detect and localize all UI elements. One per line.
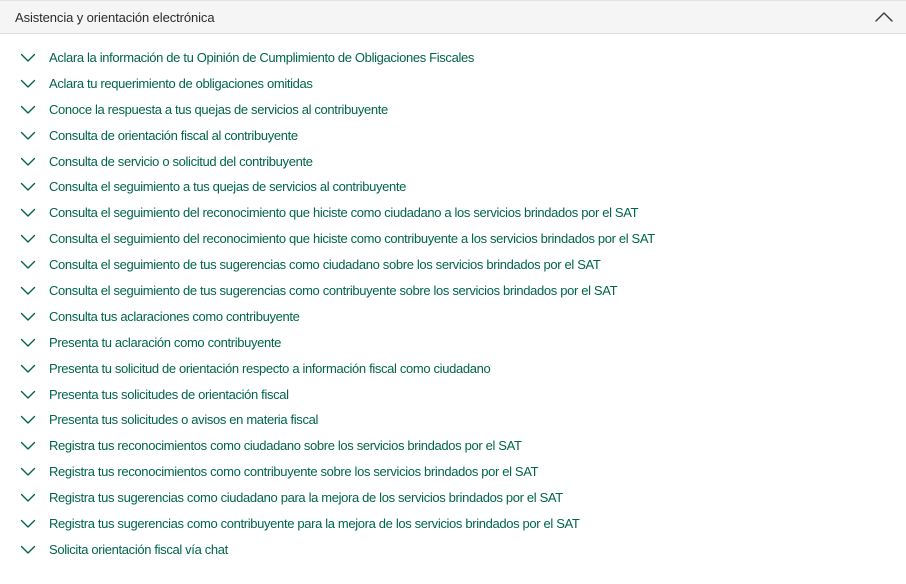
accordion-item-14[interactable] — [0, 383, 906, 409]
accordion-item-label[interactable]: Registra tus sugerencias como ciudadano para la mejora de los servicios brindados por el SAT — [49, 490, 563, 506]
accordion-item-label[interactable]: Consulta el seguimiento a tus quejas de servicios al contribuyente — [49, 179, 407, 195]
chevron-down-icon[interactable] — [20, 208, 36, 218]
chevron-down-icon[interactable] — [20, 53, 36, 63]
accordion-item-label[interactable]: Aclara la información de tu Opinión de Cumplimiento de Obligaciones Fiscales — [49, 50, 475, 65]
chevron-down-icon[interactable] — [20, 182, 36, 192]
accordion-item-2[interactable] — [0, 72, 906, 98]
chevron-down-icon[interactable] — [20, 234, 36, 244]
chevron-down-icon[interactable] — [20, 415, 36, 425]
accordion-item-8[interactable] — [0, 227, 906, 253]
accordion-item-5[interactable] — [0, 150, 906, 176]
accordion-item-9[interactable] — [0, 253, 906, 279]
chevron-up-icon[interactable] — [874, 10, 894, 24]
accordion-item-12[interactable] — [0, 331, 906, 357]
accordion-item-label[interactable]: Presenta tu aclaración como contribuyente — [49, 334, 282, 350]
accordion-item-7[interactable] — [0, 201, 906, 227]
accordion-item-label[interactable]: Consulta el seguimiento de tus sugerencias como ciudadano sobre los servicios brindados por el SAT — [49, 257, 601, 273]
accordion-item-1[interactable] — [0, 46, 906, 72]
accordion-item-label[interactable]: Aclara tu requerimiento de obligaciones omitidas — [49, 75, 313, 91]
chevron-down-icon[interactable] — [20, 105, 36, 115]
accordion-item-13[interactable] — [0, 357, 906, 383]
accordion-item-3[interactable] — [0, 98, 906, 124]
chevron-down-icon[interactable] — [20, 131, 36, 141]
accordion-item-label[interactable]: Presenta tus solicitudes de orientación fiscal — [49, 386, 289, 402]
accordion-item-label[interactable]: Consulta de orientación fiscal al contribuyente — [49, 127, 298, 143]
accordion-item-16[interactable] — [0, 434, 906, 460]
accordion-item-19[interactable] — [0, 512, 906, 538]
accordion-item-20[interactable] — [0, 538, 906, 564]
accordion-item-list — [0, 46, 906, 564]
chevron-down-icon[interactable] — [20, 312, 36, 322]
accordion-item-label[interactable]: Consulta el seguimiento de tus sugerencias como contribuyente sobre los servicios brindados por el SAT — [49, 283, 618, 299]
chevron-down-icon[interactable] — [20, 79, 36, 89]
chevron-down-icon[interactable] — [20, 157, 36, 167]
accordion-title: Asistencia y orientación electrónica — [15, 10, 215, 25]
chevron-down-icon[interactable] — [20, 338, 36, 348]
accordion-item-label[interactable]: Registra tus sugerencias como contribuyente para la mejora de los servicios brindados por el SAT — [49, 516, 580, 532]
accordion-item-label[interactable]: Conoce la respuesta a tus quejas de servicios al contribuyente — [49, 101, 388, 117]
accordion-item-6[interactable] — [0, 175, 906, 201]
accordion-item-label[interactable]: Consulta el seguimiento del reconocimiento que hiciste como ciudadano a los servicios brindados por el SAT — [49, 205, 639, 221]
accordion-item-18[interactable] — [0, 486, 906, 512]
accordion-item-label[interactable]: Consulta de servicio o solicitud del contribuyente — [49, 153, 313, 169]
accordion-item-label[interactable]: Registra tus reconocimientos como contribuyente sobre los servicios brindados por el SAT — [49, 464, 539, 480]
chevron-down-icon[interactable] — [20, 364, 36, 374]
accordion-item-label[interactable]: Presenta tu solicitud de orientación respecto a información fiscal como ciudadano — [49, 360, 491, 376]
chevron-down-icon[interactable] — [20, 441, 36, 451]
accordion-item-15[interactable] — [0, 408, 906, 434]
accordion-item-4[interactable] — [0, 124, 906, 150]
chevron-down-icon[interactable] — [20, 286, 36, 296]
chevron-down-icon[interactable] — [20, 519, 36, 529]
accordion-item-label[interactable]: Solicita orientación fiscal vía chat — [49, 541, 228, 557]
accordion-header[interactable] — [0, 0, 906, 34]
accordion-item-label[interactable]: Consulta tus aclaraciones como contribuyente — [49, 308, 300, 324]
chevron-down-icon[interactable] — [20, 467, 36, 477]
accordion-item-10[interactable] — [0, 279, 906, 305]
accordion-item-label[interactable]: Presenta tus solicitudes o avisos en materia fiscal — [49, 412, 319, 428]
chevron-down-icon[interactable] — [20, 493, 36, 503]
chevron-down-icon[interactable] — [20, 260, 36, 270]
chevron-down-icon[interactable] — [20, 545, 36, 555]
accordion-item-17[interactable] — [0, 460, 906, 486]
accordion-item-label[interactable]: Consulta el seguimiento del reconocimiento que hiciste como contribuyente a los servicios brindados por el SAT — [49, 231, 655, 247]
accordion-item-11[interactable] — [0, 305, 906, 331]
accordion-item-label[interactable]: Registra tus reconocimientos como ciudadano sobre los servicios brindados por el SAT — [49, 438, 522, 454]
chevron-down-icon[interactable] — [20, 390, 36, 400]
